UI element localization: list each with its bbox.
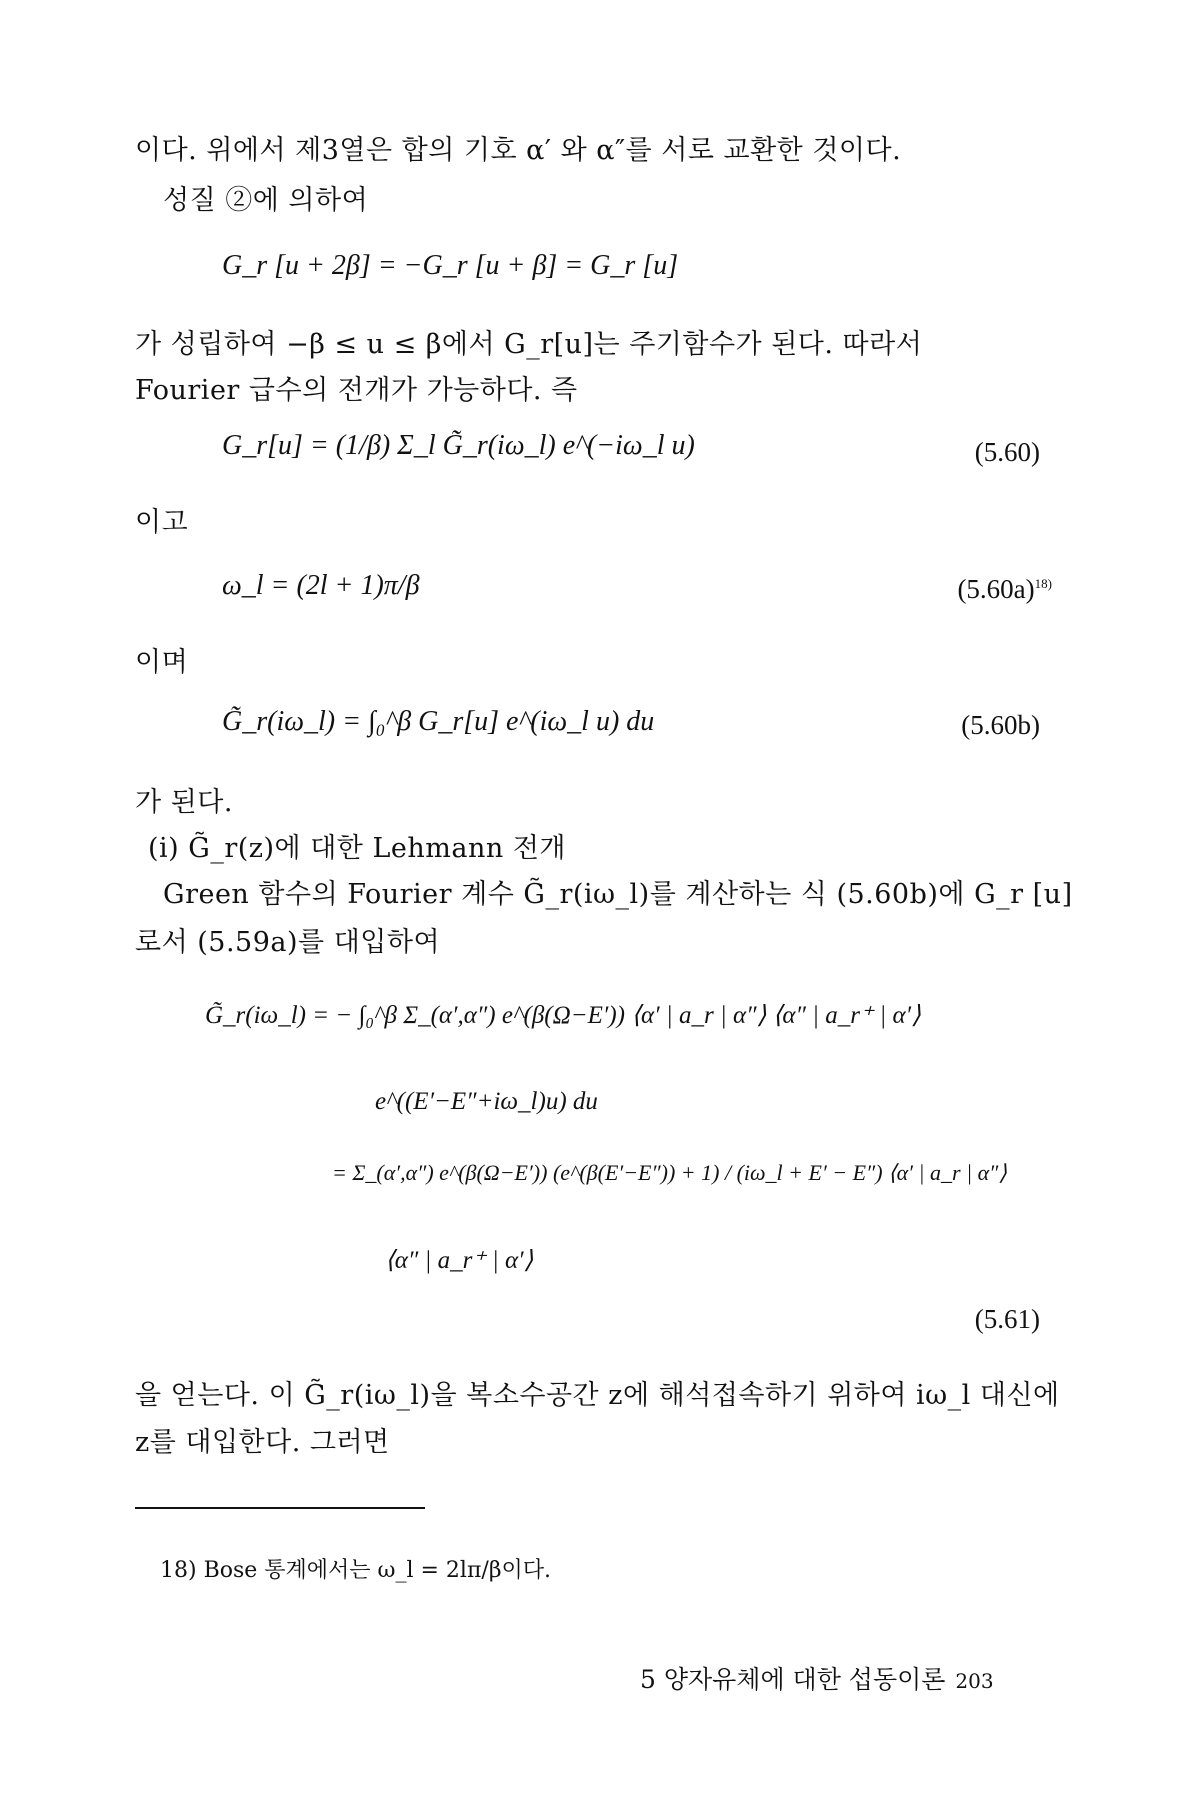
equation-5-61-line2: e^((E′−E″+iω_l)u) du — [375, 1088, 598, 1115]
equation-number-5-61: (5.61) — [974, 1304, 1040, 1334]
text-line: 이며 — [135, 647, 189, 678]
equation-periodicity: G_r [u + 2β] = −G_r [u + β] = G_r [u] — [222, 250, 679, 281]
text-line: 성질 ②에 의하여 — [163, 185, 369, 216]
text-line: 가 성립하여 −β ≤ u ≤ β에서 G_r[u]는 주기함수가 된다. 따라서 — [135, 329, 923, 360]
footnote-divider — [135, 1507, 425, 1509]
text-line: Green 함수의 Fourier 계수 G̃_r(iω_l)를 계산하는 식 (5.60b)에 G_r [u] — [163, 879, 1073, 910]
text-line: 가 된다. — [135, 787, 233, 818]
text-line: Fourier 급수의 전개가 가능하다. 즉 — [135, 375, 578, 406]
equation-number-label: (5.60a) — [957, 574, 1035, 604]
footnote: 18) Bose 통계에서는 ω_l = 2lπ/β이다. — [160, 1558, 552, 1583]
text-line: 을 얻는다. 이 G̃_r(iω_l)을 복소수공간 z에 해석접속하기 위하여 iω_l 대신에 — [135, 1380, 1060, 1411]
footnote-marker: 18) — [1034, 576, 1052, 591]
equation-5-60a: ω_l = (2l + 1)π/β — [222, 570, 420, 601]
equation-5-60: G_r[u] = (1/β) Σ_l G̃_r(iω_l) e^(−iω_l u) — [222, 430, 695, 461]
text-line: 로서 (5.59a)를 대입하여 — [135, 927, 441, 958]
text-line: 이다. 위에서 제3열은 합의 기호 α′ 와 α″를 서로 교환한 것이다. — [135, 135, 902, 166]
footer-title: 5 양자유체에 대한 섭동이론 — [640, 1665, 946, 1694]
section-heading: (i) G̃_r(z)에 대한 Lehmann 전개 — [148, 833, 566, 864]
equation-5-61-line1: G̃_r(iω_l) = − ∫₀^β Σ_(α′,α″) e^(β(Ω−E′)) ⟨α′ | a_r | α″⟩ ⟨α″ | a_r⁺ | α′⟩ — [205, 1002, 921, 1029]
equation-5-61-line4: ⟨α″ | a_r⁺ | α′⟩ — [385, 1247, 534, 1274]
running-footer — [640, 1660, 994, 1696]
page-number: 203 — [955, 1669, 994, 1693]
equation-number-5-60a — [957, 574, 1052, 605]
equation-5-61-line3: = Σ_(α′,α″) e^(β(Ω−E′)) (e^(β(E′−E″)) + 1) / (iω_l + E′ − E″) ⟨α′ | a_r | α″⟩ — [332, 1160, 1007, 1185]
equation-number-5-60: (5.60) — [974, 437, 1040, 467]
text-line: 이고 — [135, 507, 189, 538]
text-line: z를 대입한다. 그러면 — [135, 1427, 390, 1458]
equation-number-5-60b: (5.60b) — [961, 710, 1040, 740]
equation-5-60b: G̃_r(iω_l) = ∫₀^β G_r[u] e^(iω_l u) du — [222, 706, 655, 737]
